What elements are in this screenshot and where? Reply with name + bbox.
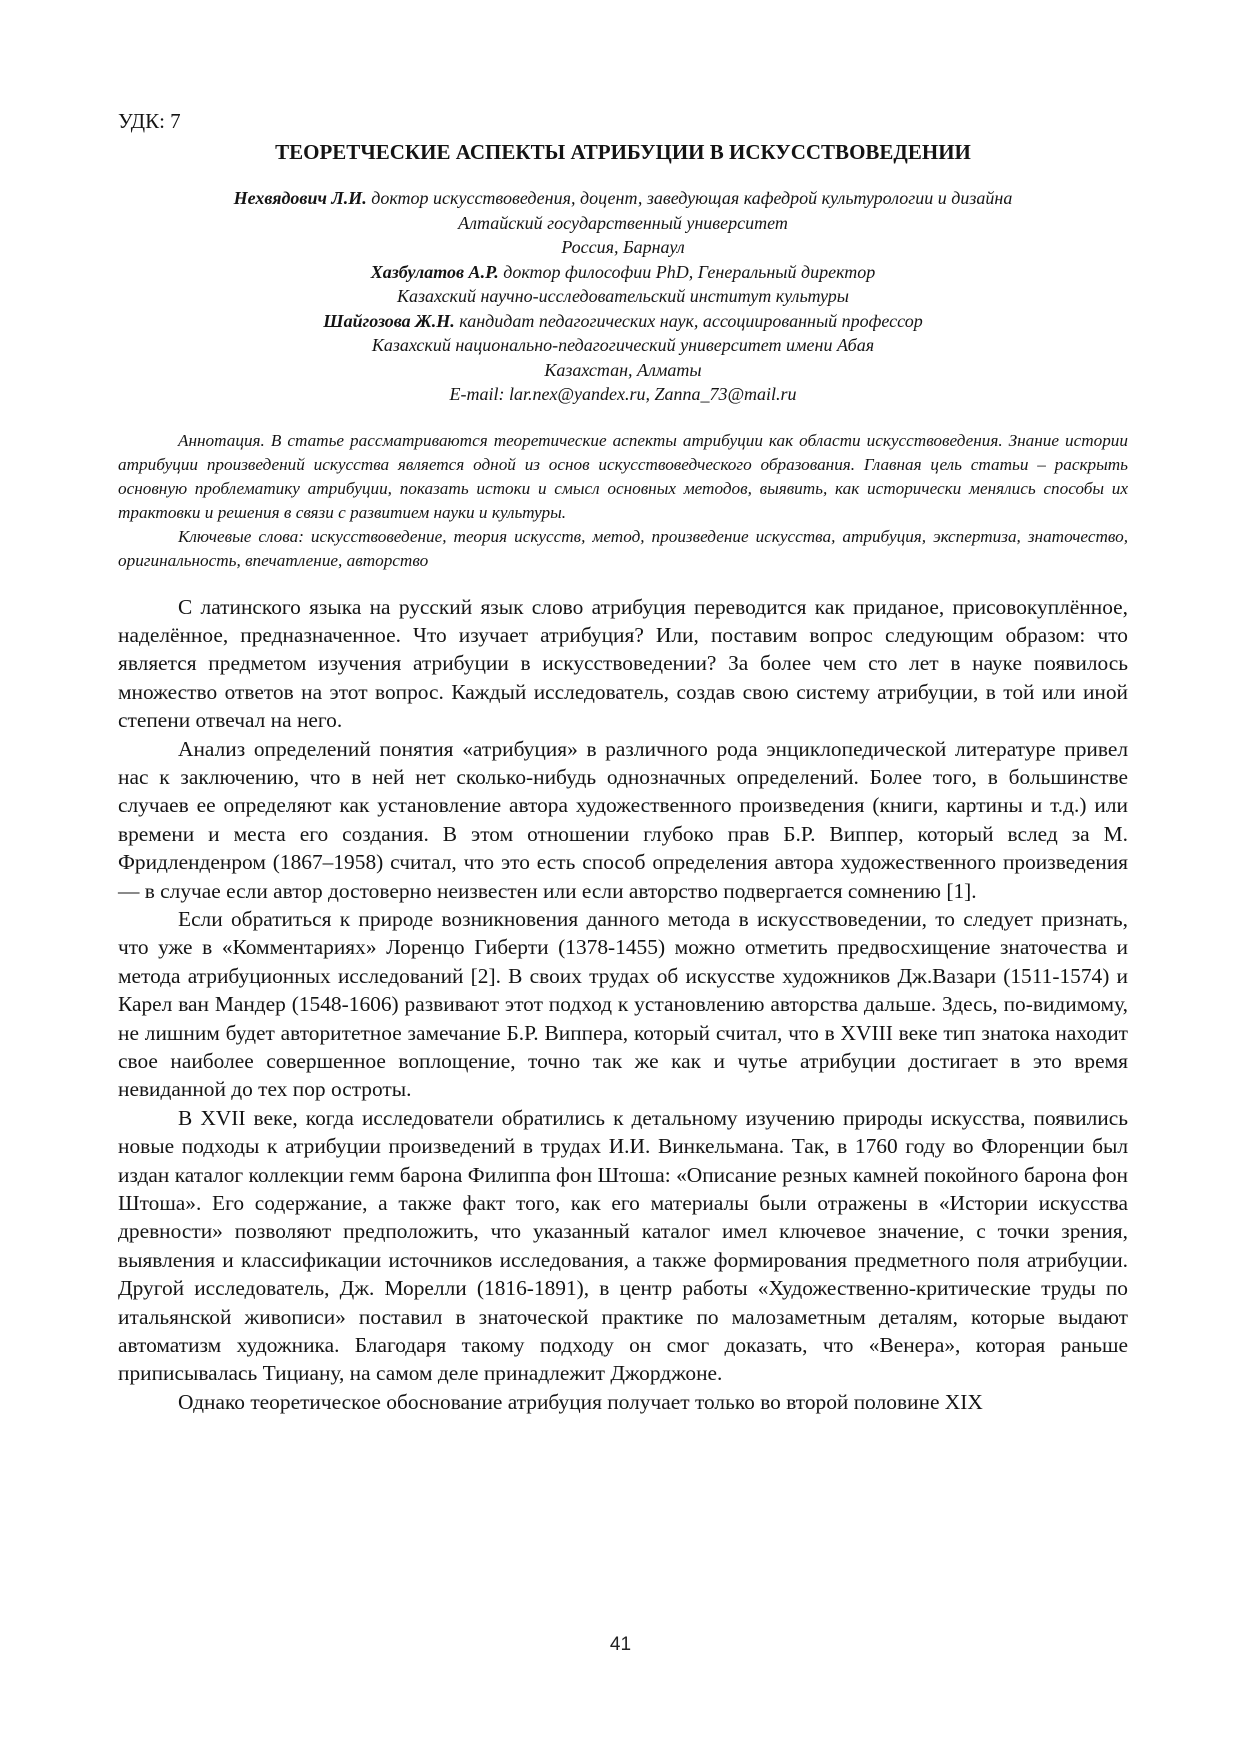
keywords-text: Ключевые слова: искусствоведение, теория искусств, метод, произведение искусства, атрибуция, экспертиза, знаточество, оригинальность, впечатление, авторство [118,526,1128,570]
author-name: Нехвядович Л.И. [233,188,367,208]
affiliation-line: Казахский научно-исследовательский институт культуры [397,286,849,306]
abstract-block [118,429,1128,573]
affiliation-line: Россия, Барнаул [561,237,685,257]
abstract-text: Аннотация. В статье рассматриваются теоретические аспекты атрибуции как области искусствоведения. Знание истории атрибуции произведений искусства является одной из основ искусствоведческого образования. Главная цель статьи – раскрыть основную проблематику атрибуции, показать истоки и смысл основных методов, выявить, как исторически менялись способы их трактовки и решения в связи с развитием науки и культуры. [118,430,1128,522]
email-line: E-mail: lar.nex@yandex.ru, Zanna_73@mail.ru [449,384,797,404]
body-paragraph: Однако теоретическое обоснование атрибуция получает только во второй половине XIX [178,1389,983,1414]
author-position: доктор искусствоведения, доцент, заведующая кафедрой культурологии и дизайна [366,188,1013,208]
author-line [118,309,1128,334]
author-position: доктор философии PhD, Генеральный директор [498,261,876,282]
affiliation-line: Казахский национально-педагогический университет имени Абая [371,335,875,355]
author-name: Шайгозова Ж.Н. [323,310,455,331]
article-title: ТЕОРЕТЧЕСКИЕ АСПЕКТЫ АТРИБУЦИИ В ИСКУССТВОВЕДЕНИИ [275,140,971,164]
author-name: Хазбулатов А.Р. [370,261,499,282]
body-paragraph: С латинского языка на русский язык слово атрибуция переводится как приданое, присовокуплённое, наделённое, предназначенное. Что изучает атрибуция? Или, поставим вопрос следующим образом: что является предметом изучения атрибуции в искусствоведении? За более чем сто лет в науке появилось множество ответов на этот вопрос. Каждый исследователь, создав свою систему атрибуции, в той или иной степени отвечал на него. [118,594,1128,733]
body-paragraph: Если обратиться к природе возникновения данного метода в искусствоведении, то следует признать, что уже в «Комментариях» Лоренцо Гиберти (1378-1455) можно отметить предвосхищение знаточества и метода атрибуционных исследований [2]. В своих трудах об искусстве художников Дж.Вазари (1511-1574) и Карел ван Мандер (1548-1606) развивают этот подход к установлению авторства дальше. Здесь, по-видимому, не лишним будет авторитетное замечание Б.Р. Виппера, который считал, что в XVIII веке тип знатока находит свое наиболее совершенное воплощение, точно так же как и чутье атрибуции достигает в это время невиданной до тех пор остроты. [118,906,1128,1102]
authors-block [118,186,1128,407]
article-body [118,593,1128,1417]
author-position: кандидат педагогических наук, ассоциированный профессор [454,310,923,331]
author-line [118,260,1128,285]
affiliation-line: Казахстан, Алматы [544,359,702,380]
page-content [118,108,1128,1416]
affiliation-line: Алтайский государственный университет [458,212,788,233]
body-paragraph: В XVII веке, когда исследователи обратились к детальному изучению природы искусства, появились новые подходы к атрибуции произведений в трудах И.И. Винкельмана. Так, в 1760 году во Флоренции был издан каталог коллекции гемм барона Филиппа фон Штоша: «Описание резных камней покойного барона фон Штоша». Его содержание, а также факт того, как его материалы были отражены в «Истории искусства древности» позволяют предположить, что указанный каталог имел ключевое значение, с точки зрения, выявления и классификации источников исследования, а также формирования предметного поля атрибуции. Другой исследователь, Дж. Морелли (1816-1891), в центр работы «Художественно-критические труды по итальянской живописи» поставил в знаточеской практике по малозаметным деталям, которые выдают автоматизм художника. Благодаря такому подходу он смог доказать, что «Венера», которая раньше приписывалась Тициану, на самом деле принадлежит Джорджоне. [118,1105,1128,1386]
udk-code: УДК: 7 [118,109,181,133]
page-number: 41 [609,1634,632,1655]
body-paragraph: Анализ определений понятия «атрибуция» в различного рода энциклопедической литературе привел нас к заключению, что в ней нет сколько-нибудь однозначных определений. Более того, в большинстве случаев ее определяют как установление автора художественного произведения (книги, картины и т.д.) или времени и места его создания. В этом отношении глубоко прав Б.Р. Виппер, который вслед за М. Фридленденром (1867–1958) считал, что это есть способ определения автора художественного произведения — в случае если автор достоверно неизвестен или если авторство подвергается сомнению [1]. [118,736,1128,903]
author-line [118,186,1128,211]
